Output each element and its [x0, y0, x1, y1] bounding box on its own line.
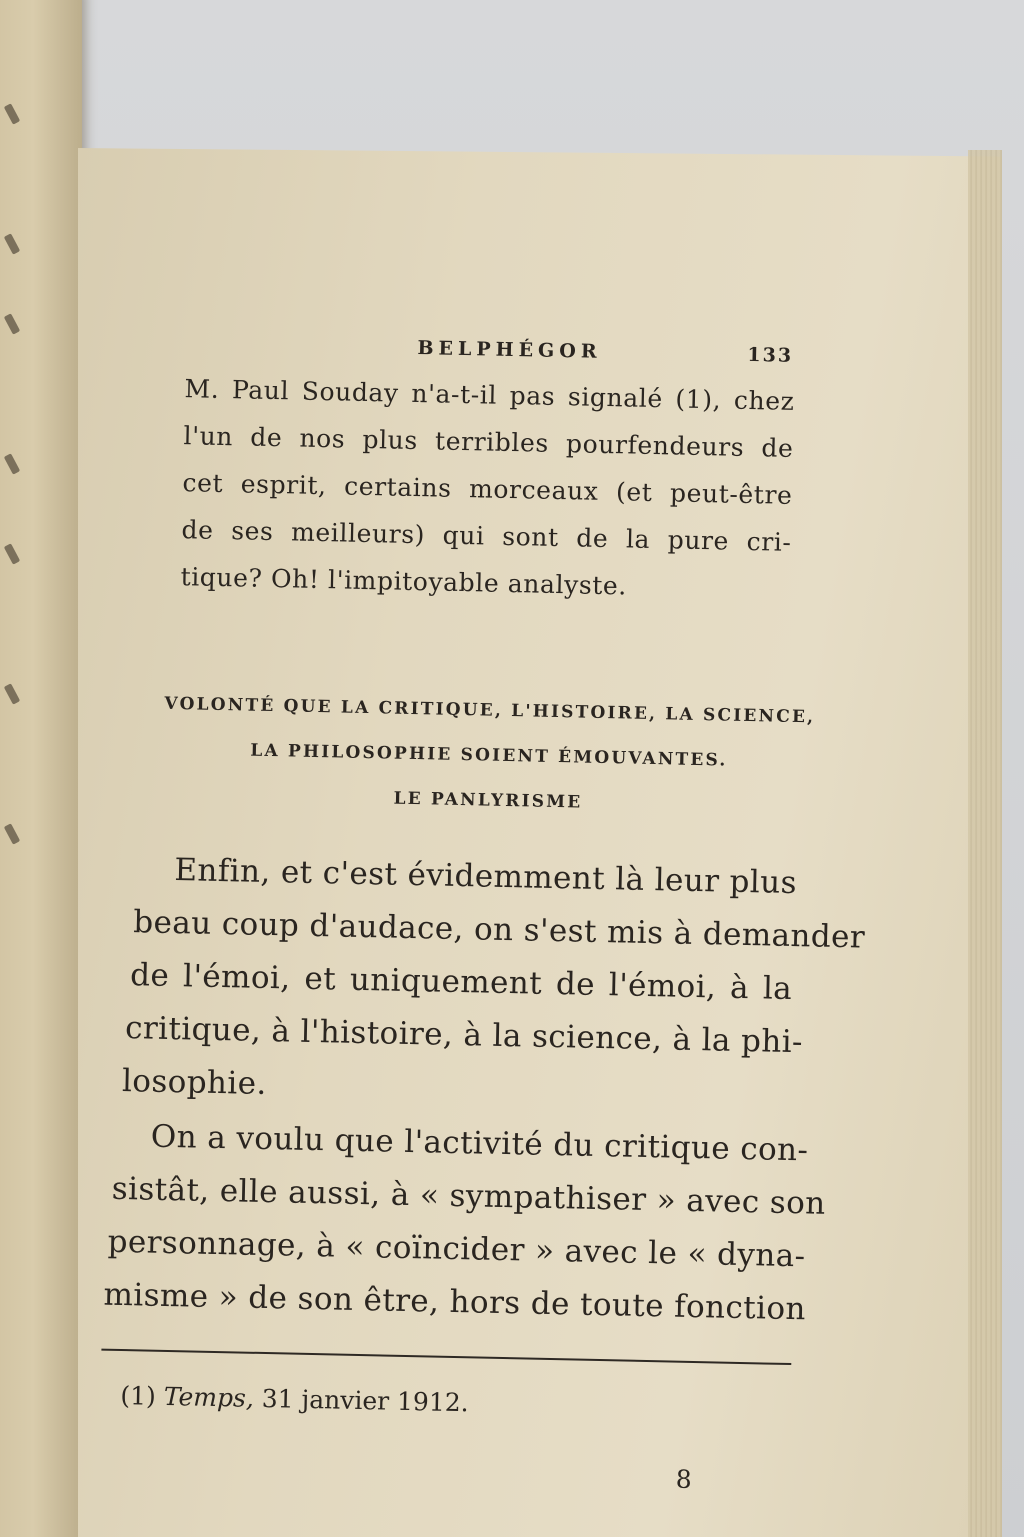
- paragraph-line: beau coup d'audace, on s'est mis à demander: [132, 904, 866, 956]
- footnote: [120, 1381, 469, 1417]
- paragraph-line: de l'émoi, et uniquement de l'émoi, à la: [129, 957, 793, 1007]
- paragraph-line: personnage, à « coïncider » avec le « dyna-: [107, 1223, 806, 1275]
- paragraph-line: cet esprit, certains morceaux (et peut-être: [182, 468, 793, 510]
- footnote-date: 31 janvier 1912.: [261, 1383, 469, 1418]
- paragraph-line: l'un de nos plus terribles pourfendeurs de: [183, 421, 794, 463]
- paragraph-line: M. Paul Souday n'a-t-il pas signalé (1), chez: [184, 374, 795, 416]
- footnote-marker: (1): [120, 1381, 157, 1411]
- paragraph-line: losophie.: [121, 1062, 268, 1103]
- section-heading-line: VOLONTÉ QUE LA CRITIQUE, L'HISTOIRE, LA SCIENCE,: [164, 693, 816, 728]
- paragraph-line: tique? Oh! l'impitoyable analyste.: [180, 562, 628, 601]
- running-title: BELPHÉGOR: [417, 337, 602, 363]
- paragraph-line: critique, à l'histoire, à la science, à la phi-: [124, 1010, 804, 1061]
- paragraph-line: On a voulu que l'activité du critique con-: [150, 1118, 809, 1169]
- signature-mark: 8: [675, 1464, 693, 1494]
- footnote-rule: [101, 1349, 791, 1365]
- page-number: 133: [747, 343, 794, 367]
- paragraph-line: Enfin, et c'est évidemment là leur plus: [174, 852, 798, 902]
- paragraph-line: misme » de son être, hors de toute fonction: [103, 1276, 807, 1328]
- section-heading-line: LE PANLYRISME: [393, 788, 583, 813]
- paragraph-line: sistât, elle aussi, à « sympathiser » avec son: [111, 1170, 826, 1222]
- paragraph-line: de ses meilleurs) qui sont de la pure cri-: [181, 515, 792, 557]
- footnote-source: Temps,: [163, 1381, 255, 1413]
- section-heading-line: LA PHILOSOPHIE SOIENT ÉMOUVANTES.: [250, 740, 728, 771]
